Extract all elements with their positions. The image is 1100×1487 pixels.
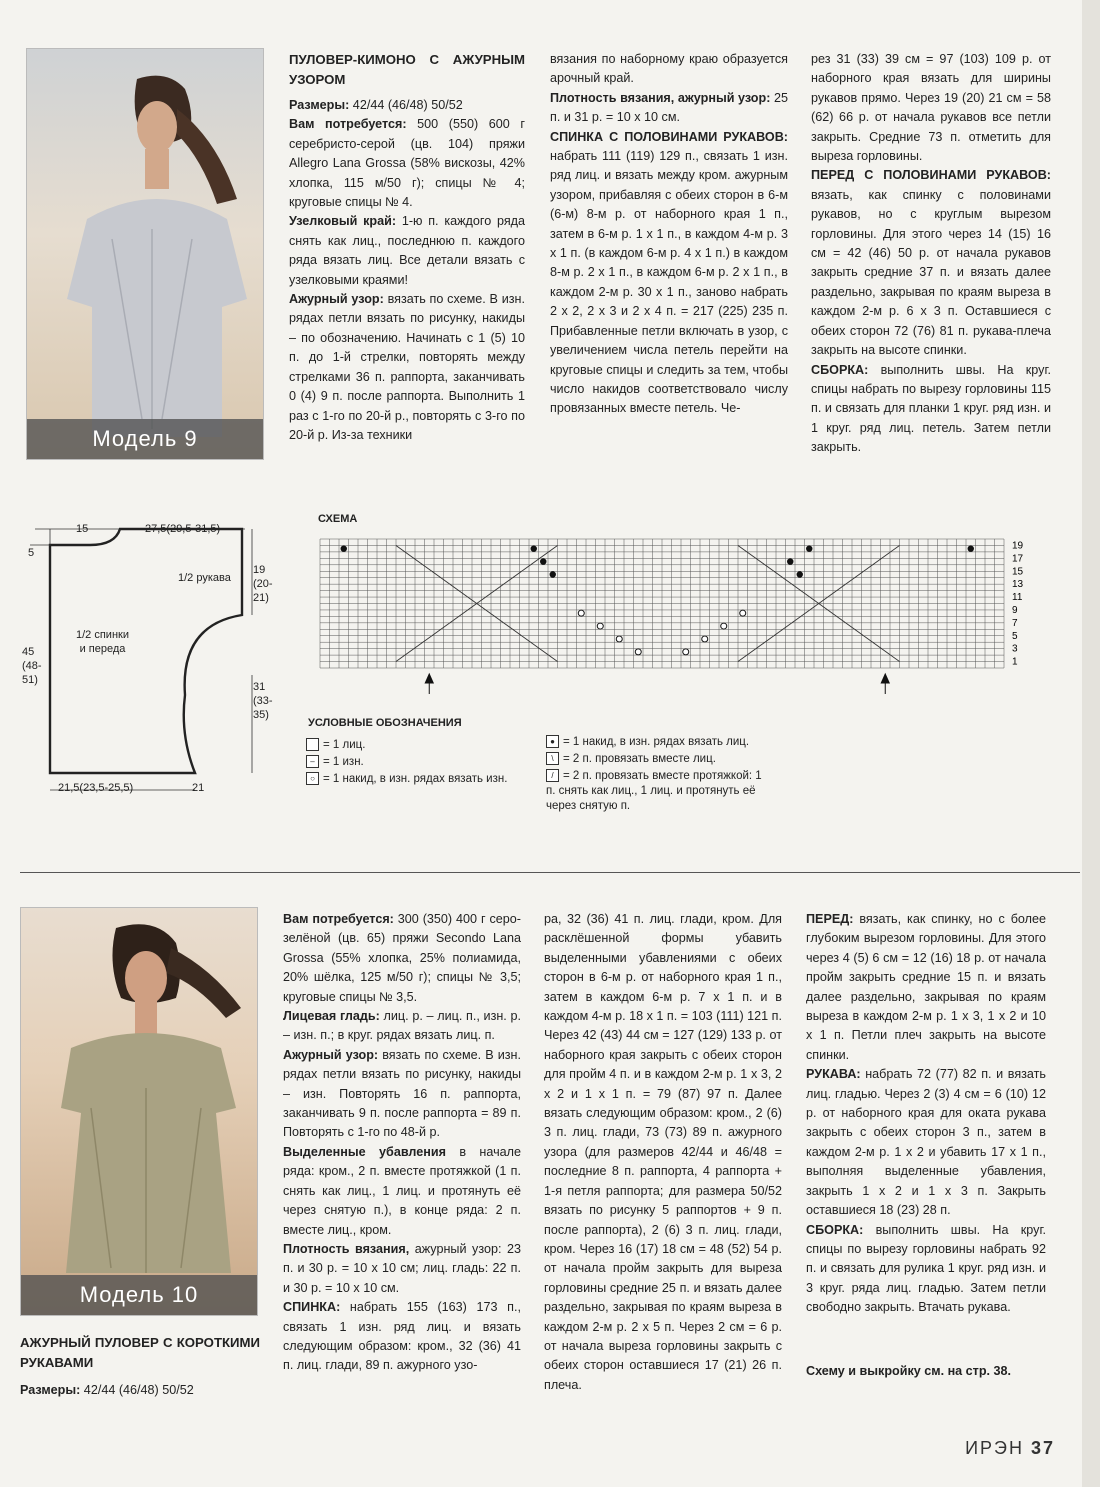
legend-item bbox=[546, 752, 771, 767]
paragraph-text: ажурный узор: 23 п. и 30 р. = 10 х 10 см; лиц. гладь: 22 п. и 30 р. = 10 х 10 см. bbox=[283, 1241, 521, 1295]
legend-left bbox=[306, 738, 521, 789]
model10-col2 bbox=[544, 910, 782, 1395]
paragraph bbox=[289, 115, 525, 212]
paragraph-heading: РУКАВА: bbox=[806, 1067, 861, 1082]
page-edge bbox=[1082, 0, 1100, 1487]
paragraph-text: вязать по схеме. В изн. рядах петли вязать по рисунку, накиды – изн. Повторять 16 п. раппорта, заканчивать 9 п. после раппорта = 89 п. Повторять с 1-го по 48-й р. bbox=[283, 1047, 521, 1140]
legend-symbol-icon bbox=[306, 738, 319, 751]
legend-text: = 1 накид, в изн. рядах вязать лиц. bbox=[563, 736, 750, 748]
legend-title: УСЛОВНЫЕ ОБОЗНАЧЕНИЯ bbox=[308, 717, 462, 729]
model10-col3 bbox=[806, 910, 1046, 1381]
pattern-w-bottom-right: 21 bbox=[192, 782, 205, 794]
brand-name: ИРЭН bbox=[965, 1438, 1024, 1458]
model9-pattern-schematic bbox=[20, 515, 270, 805]
model9-label: Модель 9 bbox=[27, 419, 263, 459]
legend-text: = 2 п. провязать вместе протяжкой: 1 п. снять как лиц., 1 лиц. и протянуть её через снятую п. bbox=[546, 770, 762, 812]
paragraph-text: лиц. р. – лиц. п., изн. р. – изн. п.; в круг. рядах вязать лиц. п. bbox=[283, 1009, 521, 1043]
chart-yo-filled-mark bbox=[968, 545, 974, 551]
model9-col3 bbox=[811, 50, 1051, 458]
paragraph-heading: ПЕРЕД: bbox=[806, 912, 854, 926]
model9-photo bbox=[26, 48, 264, 460]
chart-row-number: 5 bbox=[1012, 630, 1018, 642]
legend-item bbox=[546, 769, 771, 814]
legend-text: = 2 п. провязать вместе лиц. bbox=[563, 753, 716, 765]
pattern-w-bottom-left: 21,5(23,5-25,5) bbox=[58, 782, 134, 794]
chart-row-number: 11 bbox=[1012, 592, 1023, 604]
legend-right bbox=[546, 735, 771, 816]
chart-yo-filled-mark bbox=[550, 571, 556, 577]
paragraph-heading: Плотность вязания, bbox=[283, 1241, 410, 1256]
paragraph-text: набрать 111 (119) 129 п., связать 1 изн. ряд лиц. и вязать между кром. ажурным узором, прибавляя с обеих сторон в 6-м (6-м) 8-м р. от наборного края 1 п., затем в 6-м р. 1 х 1 п., в каждом 4-м р. 3 х 1 п. (в каждом 6-м р. 4 х 1 п.) в каждом 8-м р. 2 х 1 п., в каждом 6-м р. 2 х 1 п., в каждом 2-м р. 30 х 1 п., заново набрать 2 х 2, 2 х 3 и 2 х 4 п. = 217 (225) 235 п. Прибавленные петли включать в узор, с увеличением числа петель перейти на круговые спицы и следить за тем, чтобы число накидов соответствовало числу провязанных вместе петель. Че- bbox=[550, 149, 788, 416]
paragraph-heading: Выделенные убавления bbox=[283, 1144, 446, 1159]
chart-row-number: 3 bbox=[1012, 643, 1018, 655]
paragraph-heading: Узелковый край: bbox=[289, 214, 397, 229]
paragraph-heading: СБОРКА: bbox=[806, 1222, 864, 1237]
paragraph bbox=[806, 1065, 1046, 1220]
paragraph bbox=[811, 50, 1051, 166]
paragraph-heading: Вам потребуется: bbox=[283, 912, 394, 926]
paragraph bbox=[283, 1046, 521, 1143]
paragraph-heading: Ажурный узор: bbox=[289, 292, 384, 307]
paragraph-text: вязать по схеме. В изн. рядах петли вязать по рисунку, накиды – по обозначению. Начинать с 1 (5) 10 п. до 1-й стрелки, повторять между стрелками 36 п. раппорта, заканчивать 0 (4) 9 п. после раппорта. Выполнить 1 раз с 1-го по 20-й р., повторять с 3-го по 20-й р. Из-за техники bbox=[289, 292, 525, 442]
model9-col2 bbox=[550, 50, 788, 419]
chart-title: СХЕМА bbox=[318, 513, 358, 525]
pattern-label-sleeve: 1/2 рукава bbox=[178, 572, 231, 584]
model10-col1 bbox=[283, 910, 521, 1376]
pattern-neck-depth: 5 bbox=[28, 547, 35, 559]
paragraph bbox=[550, 128, 788, 419]
paragraph-text: 300 (350) 400 г серо-зелёной (цв. 65) пряжи Secondo Lana Grossa (55% хлопка, 25% полиамида, 20% шёлка, 125 м/50 г); спицы № 3,5; круговые спицы № 3,5. bbox=[283, 912, 521, 1004]
paragraph bbox=[544, 910, 782, 1395]
paragraph-text: 500 (550) 600 г серебристо-серой (цв. 104) пряжи Allegro Lana Grossa (58% вискозы, 42% хлопка, 115 м/50 г); спицы № 4; круговые спицы № 4. bbox=[289, 117, 525, 210]
pattern-sleeve-h: 19 (20- 21) bbox=[253, 564, 273, 604]
model10-title: АЖУРНЫЙ ПУЛОВЕР С КОРОТКИМИ РУКАВАМИ bbox=[20, 1335, 260, 1370]
legend-item bbox=[306, 738, 521, 753]
see-page-note: Схему и выкройку см. на стр. 38. bbox=[806, 1363, 1012, 1378]
paragraph bbox=[289, 290, 525, 445]
paragraph-heading: СПИНКА: bbox=[283, 1300, 341, 1315]
paragraph-text: вязания по наборному краю образуется арочный край. bbox=[550, 52, 788, 86]
model9-col1 bbox=[289, 50, 525, 445]
legend-text: = 1 накид, в изн. рядах вязать изн. bbox=[323, 773, 508, 785]
chart-row-number: 19 bbox=[1012, 540, 1024, 552]
paragraph-text: в начале ряда: кром., 2 п. вместе протяжкой (1 п. снять как лиц., 1 лиц. и протянуть её через снятую п.), в конце ряда: 2 п. вместе лиц., кром. bbox=[283, 1144, 521, 1237]
legend-symbol-icon: / bbox=[546, 769, 559, 782]
paragraph-heading: ПЕРЕД С ПОЛОВИНАМИ РУКАВОВ: bbox=[811, 168, 1051, 183]
chart-yo-filled-mark bbox=[797, 571, 803, 577]
paragraph bbox=[283, 910, 521, 1007]
repeat-arrow-icon bbox=[881, 674, 889, 694]
paragraph-text: набрать 72 (77) 82 п. и вязать лиц. гладью. Через 2 (3) 4 см = 6 (10) 12 р. от наборного края для оката рукава закрыть с обеих сторон 3 п., затем в каждом 2-м р. 1 х 2 и убавить 17 х 1 п., выполняя выделенные убавления, закрыть 1 х 2 и 1 х 3 п. Закрыть оставшиеся 18 (23) 28 п. bbox=[806, 1067, 1046, 1218]
chart-yo-open-mark bbox=[616, 636, 622, 642]
paragraph-text: 42/44 (46/48) 50/52 bbox=[349, 98, 463, 112]
chart-yo-filled-mark bbox=[787, 558, 793, 564]
repeat-arrow-icon bbox=[425, 674, 433, 694]
chart-yo-filled-mark bbox=[806, 545, 812, 551]
chart-yo-open-mark bbox=[683, 649, 689, 655]
footer-brand bbox=[965, 1438, 1055, 1459]
chart-yo-open-mark bbox=[597, 623, 603, 629]
model10-sizes-label: Размеры: bbox=[20, 1383, 81, 1397]
paragraph-text: ра, 32 (36) 41 п. лиц. глади, кром. Для расклёшенной формы убавить выделенными убавлениями с обеих сторон в 6-м р. от наборного края 1 п., затем в каждом 6-м р. 7 х 1 п. и в каждом 4-м р. 18 х 1 п. = 103 (111) 121 п. Через 42 (43) 44 см = 127 (129) 133 р. от наборного края закрыть с обеих сторон для пройм 4 п. и в каждом 2-м р. 1 х 3, 2 х 2 и 1 х 1 п. = 79 (87) 97 п. Далее вязать следующим образом: кром., 2 (6) 3 п. лиц. глади, 73 (73) 89 п. ажурного узора (для размеров 42/44 и 46/48 = последние 8 п. раппорта, 4 раппорта + 1-я петля раппорта; для размера 50/52 вязать по рисунку 5 раппортов + 9 п. после раппорта), 2 (6) 3 п. лиц. глади, кром. Через 16 (17) 18 см = 48 (52) 54 р. от начала пройм закрыть для выреза горловины средние 25 п. и вязать далее раздельно, закрывая по краям выреза в каждом 2-м р. 2 х 5 п. Через 2 см = 6 р. от начала выреза горловины закрыть с обеих сторон оставшиеся 17 (21) 26 п. плеча. bbox=[544, 912, 782, 1392]
paragraph-text: 25 п. и 31 р. = 10 х 10 см. bbox=[550, 90, 788, 125]
legend-text: = 1 изн. bbox=[323, 756, 364, 768]
paragraph-heading: Лицевая гладь: bbox=[283, 1009, 380, 1024]
chart-row-number: 1 bbox=[1012, 656, 1018, 668]
paragraph bbox=[806, 910, 1046, 1065]
legend-symbol-icon: \ bbox=[546, 752, 559, 765]
paragraph bbox=[550, 89, 788, 128]
paragraph-heading: Размеры: bbox=[289, 98, 350, 112]
pattern-side-h: 31 (33- 35) bbox=[253, 681, 273, 721]
pattern-label-body: 1/2 спинки и переда bbox=[76, 629, 129, 655]
legend-item bbox=[306, 772, 521, 787]
model9-title: ПУЛОВЕР-КИМОНО С АЖУРНЫМ УЗОРОМ bbox=[289, 52, 525, 87]
paragraph bbox=[283, 1007, 521, 1046]
chart-yo-filled-mark bbox=[531, 545, 537, 551]
legend-symbol-icon: ○ bbox=[306, 772, 319, 785]
chart-row-number: 17 bbox=[1012, 553, 1024, 565]
paragraph-text: рез 31 (33) 39 см = 97 (103) 109 р. от наборного края вязать для ширины рукавов прямо. Через 19 (20) 21 см = 58 (62) 66 р. от начала рукавов все петли закрыть. Средние 73 п. отметить для выреза горловины. bbox=[811, 52, 1051, 164]
paragraph bbox=[811, 166, 1051, 360]
paragraph-text: вязать, как спинку, но с более глубоким вырезом горловины. Для этого через 4 (5) 6 см = 12 (16) 18 р. от начала пройм закрыть средние 15 п. и вязать далее раздельно, закрывая по краям выреза в каждом 2-м р. 1 х 3, 1 х 2 и 10 х 1 п. Петли плеч закрыть на высоте спинки. bbox=[806, 912, 1046, 1062]
legend-symbol-icon: – bbox=[306, 755, 319, 768]
paragraph bbox=[550, 50, 788, 89]
chart-grid bbox=[320, 539, 1004, 668]
paragraph-text: 1-ю п. каждого ряда снять как лиц., последнюю п. каждого ряда вязать лиц. Все детали вязать с узелковыми краями! bbox=[289, 214, 525, 287]
chart-yo-open-mark bbox=[740, 610, 746, 616]
chart-yo-open-mark bbox=[721, 623, 727, 629]
paragraph-text: выполнить швы. На круг. спицы по вырезу горловины набрать 92 п. и связать для рулика 1 круг. ряд изн. и 3 круг. ряда лиц. гладью. Затем петли свободно закрыть. Втачать рукава. bbox=[806, 1222, 1046, 1315]
paragraph-heading: СПИНКА С ПОЛОВИНАМИ РУКАВОВ: bbox=[550, 129, 788, 144]
paragraph-text: вязать, как спинку с половинами рукавов, но с круглым вырезом горловины. Для этого через 14 (15) 16 см = 42 (46) 50 р. от начала рукавов закрыть средние 37 п. и вязать далее раздельно, закрывая по краям выреза в каждом 2-м р. 6 х 3 п. Оставшиеся с обеих сторон 72 (76) 81 п. рукава-плеча закрыть на высоте спинки. bbox=[811, 187, 1051, 358]
paragraph-heading: Ажурный узор: bbox=[283, 1047, 379, 1062]
model10-title-block bbox=[20, 1333, 260, 1400]
knitting-chart bbox=[318, 537, 1058, 697]
paragraph bbox=[289, 212, 525, 290]
paragraph bbox=[811, 361, 1051, 458]
section-divider bbox=[20, 872, 1080, 873]
chart-row-number: 9 bbox=[1012, 604, 1018, 616]
model10-figure bbox=[21, 908, 257, 1315]
legend-item bbox=[546, 735, 771, 750]
chart-row-number: 15 bbox=[1012, 566, 1024, 578]
paragraph-heading: СБОРКА: bbox=[811, 362, 869, 377]
model10-photo bbox=[20, 907, 258, 1316]
chart-row-number: 7 bbox=[1012, 617, 1018, 629]
model10-label: Модель 10 bbox=[21, 1275, 257, 1315]
paragraph-heading: Плотность вязания, ажурный узор: bbox=[550, 90, 771, 105]
paragraph bbox=[283, 1143, 521, 1240]
chart-row-number: 13 bbox=[1012, 579, 1024, 591]
paragraph bbox=[289, 96, 525, 115]
paragraph-heading: Вам потребуется: bbox=[289, 117, 407, 132]
paragraph bbox=[806, 1221, 1046, 1318]
legend-item bbox=[306, 755, 521, 770]
page-number: 37 bbox=[1030, 1438, 1055, 1458]
chart-yo-filled-mark bbox=[341, 545, 347, 551]
model10-sizes-value: 42/44 (46/48) 50/52 bbox=[80, 1383, 194, 1397]
model9-figure bbox=[27, 49, 263, 459]
paragraph bbox=[283, 1240, 521, 1298]
paragraph-text: выполнить швы. На круг. спицы набрать по вырезу горловины 115 п. и связать для планки 1 круг. ряд изн. и 1 круг. ряд лиц. петель. Затем петли закрыть. bbox=[811, 362, 1051, 455]
legend-text: = 1 лиц. bbox=[323, 739, 366, 751]
pattern-w-top-left: 15 bbox=[76, 523, 89, 535]
chart-yo-open-mark bbox=[578, 610, 584, 616]
chart-yo-open-mark bbox=[635, 649, 641, 655]
paragraph-text: набрать 155 (163) 173 п., связать 1 изн. ряд лиц. и вязать следующим образом: кром., 32 (36) 41 п. лиц. глади, 89 п. ажурного узо- bbox=[283, 1300, 521, 1373]
chart-yo-filled-mark bbox=[540, 558, 546, 564]
chart-yo-open-mark bbox=[702, 636, 708, 642]
legend-symbol-icon: ● bbox=[546, 735, 559, 748]
pattern-total-h: 45 (48- 51) bbox=[22, 646, 42, 686]
pattern-w-top-right: 27,5(29,5-31,5) bbox=[145, 523, 221, 535]
paragraph bbox=[283, 1298, 521, 1376]
